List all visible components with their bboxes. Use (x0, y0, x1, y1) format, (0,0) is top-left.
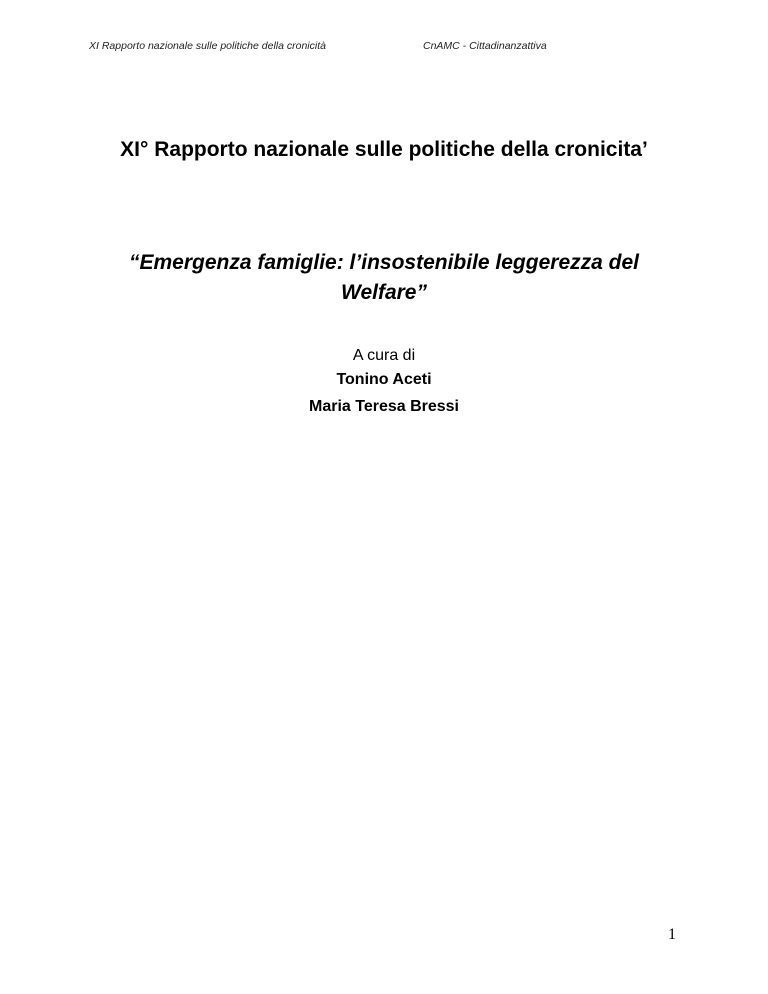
header-report-title: XI Rapporto nazionale sulle politiche della cronicità (89, 40, 326, 52)
document-title: XI° Rapporto nazionale sulle politiche della cronicita’ (120, 138, 648, 161)
header-organization: CnAMC - Cittadinanzattiva (423, 40, 547, 52)
document-subtitle: “Emergenza famiglie: l’insostenibile leggerezza del Welfare” (129, 251, 639, 304)
page-header (89, 40, 609, 56)
page-number: 1 (668, 926, 676, 943)
curator-label: A cura di (352, 347, 416, 364)
authors-list (0, 366, 768, 420)
author-name: Maria Teresa Bressi (308, 398, 459, 415)
author-name: Tonino Aceti (336, 371, 432, 388)
